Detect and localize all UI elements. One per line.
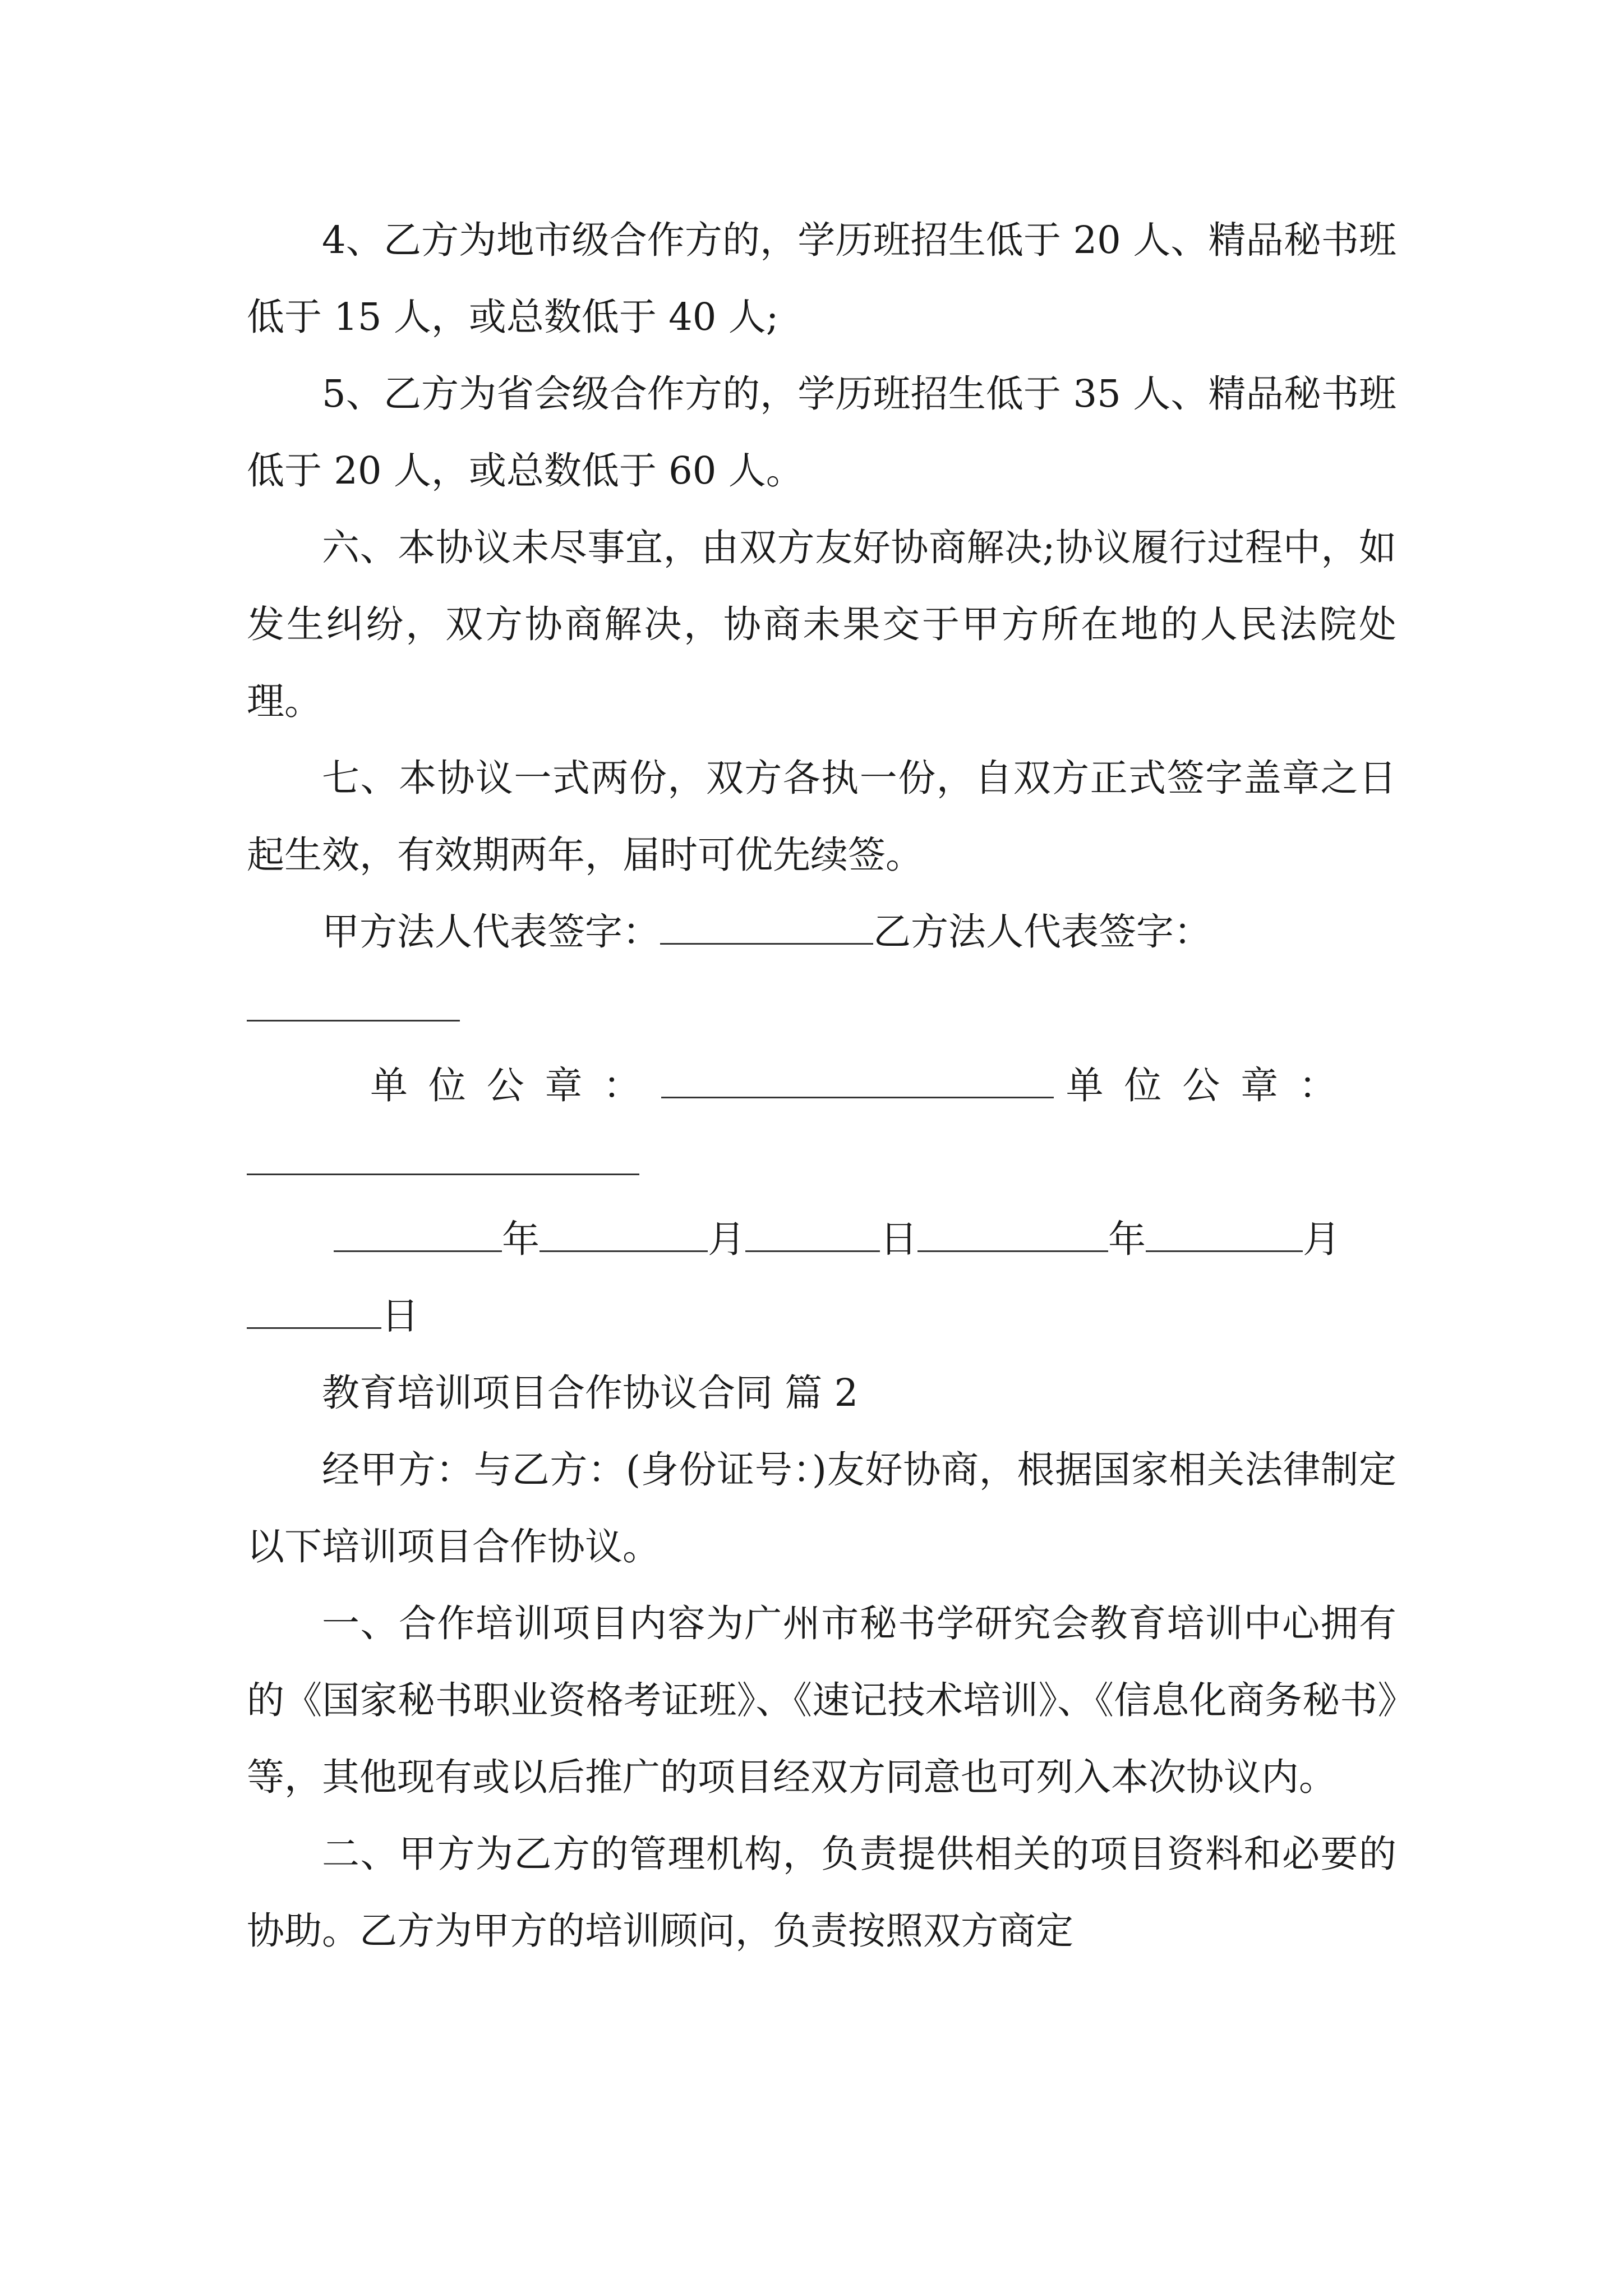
month-b-blank — [1146, 1217, 1303, 1252]
year-a-label: 年 — [502, 1217, 540, 1261]
day-a-blank — [745, 1217, 880, 1252]
month-a-blank — [540, 1217, 708, 1252]
day-b-blank — [247, 1294, 381, 1329]
clause-5-paragraph: 5、乙方为省会级合作方的，学历班招生低于 35 人、精品秘书班低于 20 人，或总数低于 60 人。 — [247, 372, 1396, 493]
day-b-label: 日 — [381, 1294, 419, 1338]
party-a-sign-label: 甲方法人代表签字： — [322, 910, 660, 954]
party-b-sign-label: 乙方法人代表签字： — [873, 910, 1211, 954]
signature-line — [247, 894, 1396, 1047]
section-2-intro-paragraph: 经甲方：与乙方：(身份证号：)友好协商，根据国家相关法律制定以下培训项目合作协议。 — [247, 1448, 1396, 1568]
date-line — [247, 1201, 1396, 1278]
section-2-clause-two-paragraph: 二、甲方为乙方的管理机构，负责提供相关的项目资料和必要的协助。乙方为甲方的培训顾问，负责按照双方商定 — [247, 1832, 1396, 1953]
clause-six-paragraph: 六、本协议未尽事宜，由双方友好协商解决;协议履行过程中，如发生纠纷，双方协商解决，协商未果交于甲方所在地的人民法院处理。 — [247, 526, 1396, 723]
day-a-label: 日 — [880, 1217, 917, 1261]
clause-4-paragraph: 4、乙方为地市级合作方的，学历班招生低于 20 人、精品秘书班低于 15 人，或总数低于 40 人; — [247, 218, 1396, 339]
party-a-seal-blank — [661, 1063, 1054, 1098]
seal-line — [247, 1047, 1396, 1124]
clause-seven-paragraph: 七、本协议一式两份，双方各执一份，自双方正式签字盖章之日起生效，有效期两年，届时可优先续签。 — [247, 756, 1396, 877]
month-a-label: 月 — [708, 1217, 745, 1261]
year-a-blank — [334, 1217, 502, 1252]
party-b-seal-label: 单位公章： — [1066, 1064, 1357, 1107]
section-2-clause-one-paragraph: 一、合作培训项目内容为广州市秘书学研究会教育培训中心拥有的《国家秘书职业资格考证班》、《速记技术培训》、《信息化商务秘书》等，其他现有或以后推广的项目经双方同意也可列入本次协议内。 — [247, 1602, 1396, 1799]
party-b-seal-blank — [247, 1140, 639, 1175]
seal-blank-line — [247, 1124, 1396, 1201]
date-line-continued — [247, 1278, 1396, 1355]
month-b-label: 月 — [1303, 1217, 1340, 1261]
year-b-blank — [917, 1217, 1108, 1252]
party-a-sign-blank — [660, 909, 873, 945]
party-b-sign-blank — [247, 986, 460, 1022]
document-body — [247, 202, 1396, 1970]
section-2-title: 教育培训项目合作协议合同 篇 2 — [322, 1371, 859, 1415]
party-a-seal-label: 单位公章： — [370, 1064, 662, 1107]
year-b-label: 年 — [1108, 1217, 1146, 1261]
